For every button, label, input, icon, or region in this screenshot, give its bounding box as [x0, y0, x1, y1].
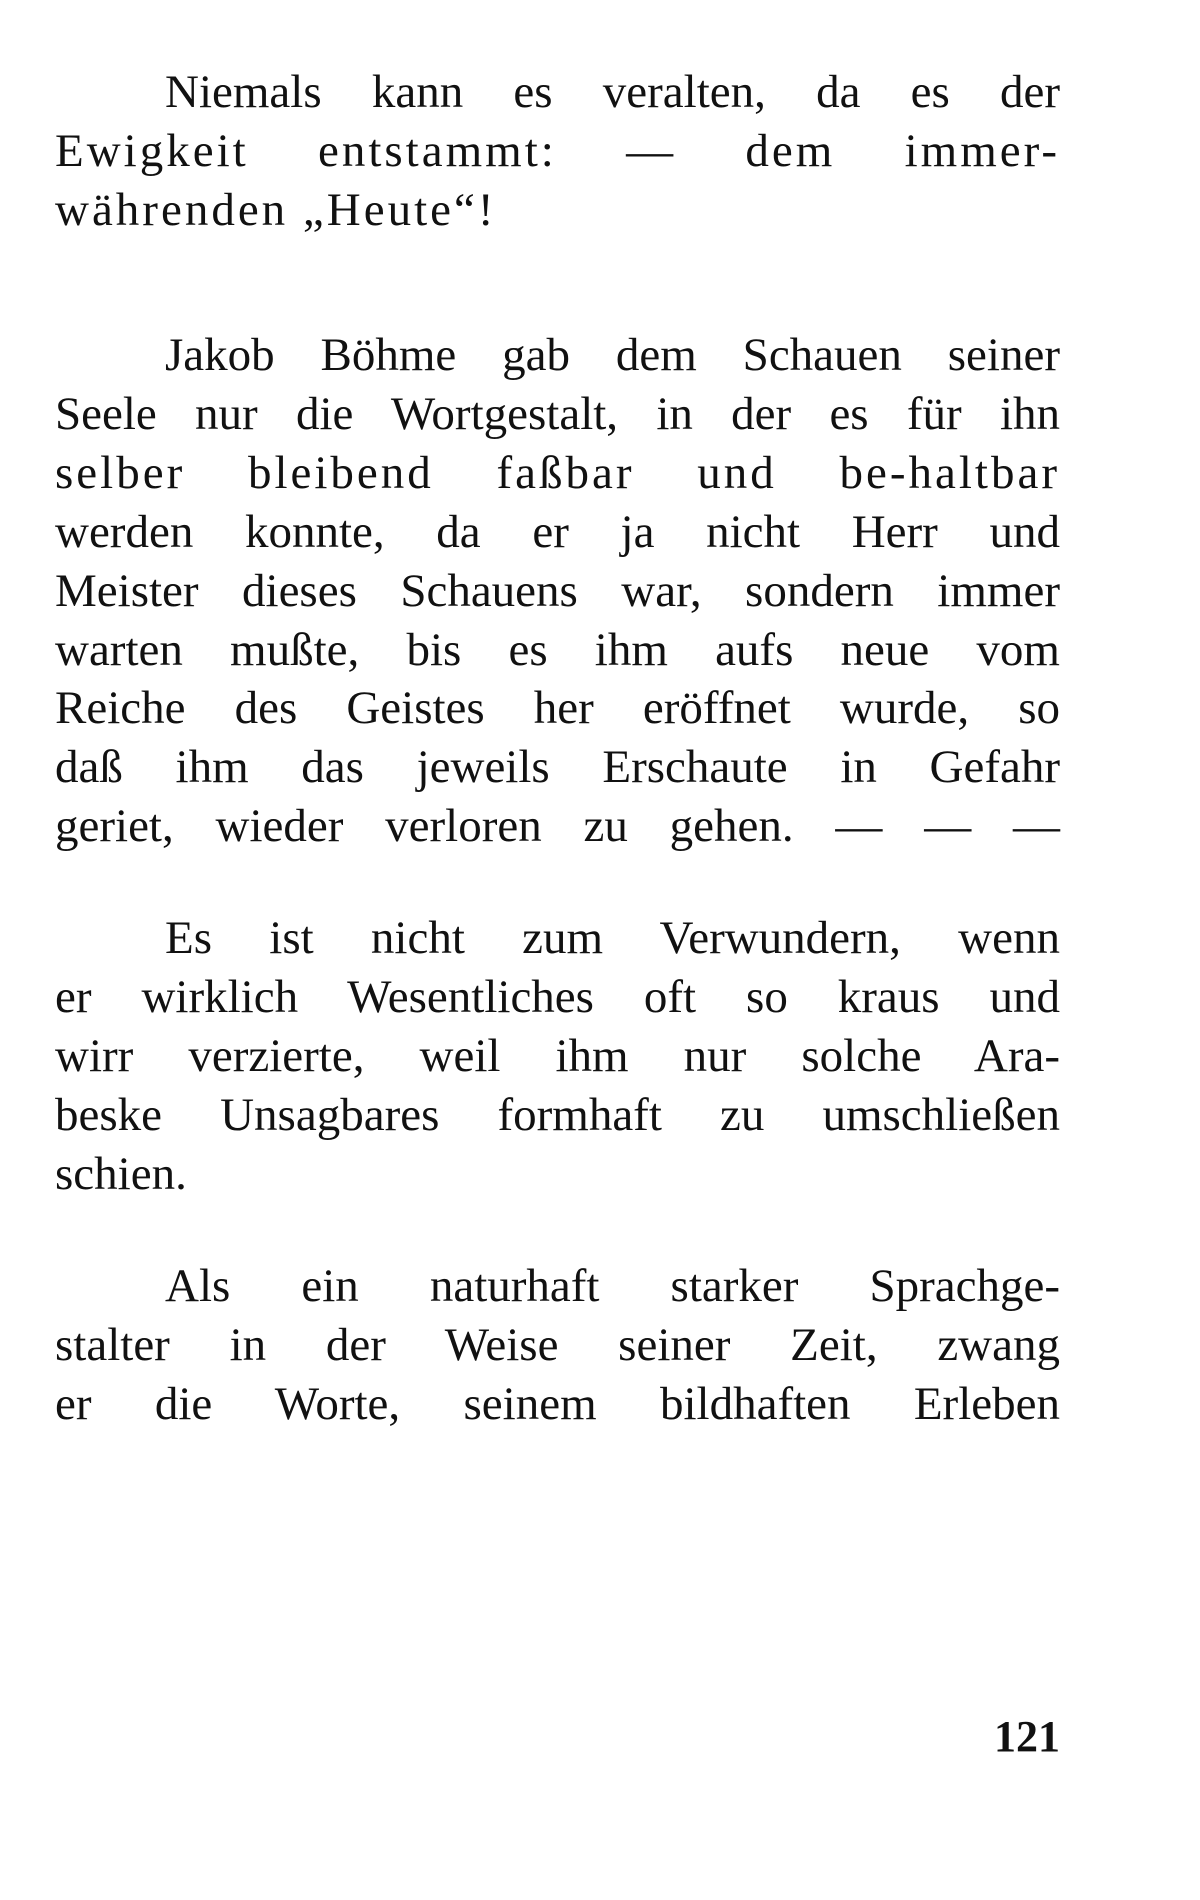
text-line: Es ist nicht zum Verwundern, wenn — [165, 912, 1060, 964]
text-line: schien. — [55, 1148, 187, 1200]
text-line: werden konnte, da er ja nicht Herr und — [55, 506, 1060, 558]
text-line: er wirklich Wesentliches oft so kraus und — [55, 971, 1060, 1023]
text-line: Reiche des Geistes her eröffnet wurde, so — [55, 682, 1060, 734]
text-line: warten mußte, bis es ihm aufs neue vom — [55, 624, 1060, 676]
page-number: 121 — [994, 1712, 1060, 1761]
text-line: beske Unsagbares formhaft zu umschließen — [55, 1089, 1060, 1141]
text-line: daß ihm das jeweils Erschaute in Gefahr — [55, 741, 1060, 793]
text-line: Als ein naturhaft starker Sprachge- — [165, 1260, 1060, 1312]
text-line: er die Worte, seinem bildhaften Erleben — [55, 1378, 1060, 1430]
text-line: Jakob Böhme gab dem Schauen seiner — [165, 329, 1060, 381]
text-line: Ewigkeit entstammt: — dem immer- — [55, 125, 1060, 177]
text-line: Niemals kann es veralten, da es der — [165, 66, 1060, 118]
text-line: wirr verzierte, weil ihm nur solche Ara- — [55, 1030, 1060, 1082]
text-line: geriet, wieder verloren zu gehen. — — — — [55, 800, 1060, 852]
text-line: währenden „Heute“! — [55, 184, 497, 236]
text-line: selber bleibend faßbar und be-haltbar — [55, 447, 1060, 499]
text-line: stalter in der Weise seiner Zeit, zwang — [55, 1319, 1060, 1371]
text-line: Meister dieses Schauens war, sondern immer — [55, 565, 1060, 617]
text-line: Seele nur die Wortgestalt, in der es für ihn — [55, 388, 1060, 440]
